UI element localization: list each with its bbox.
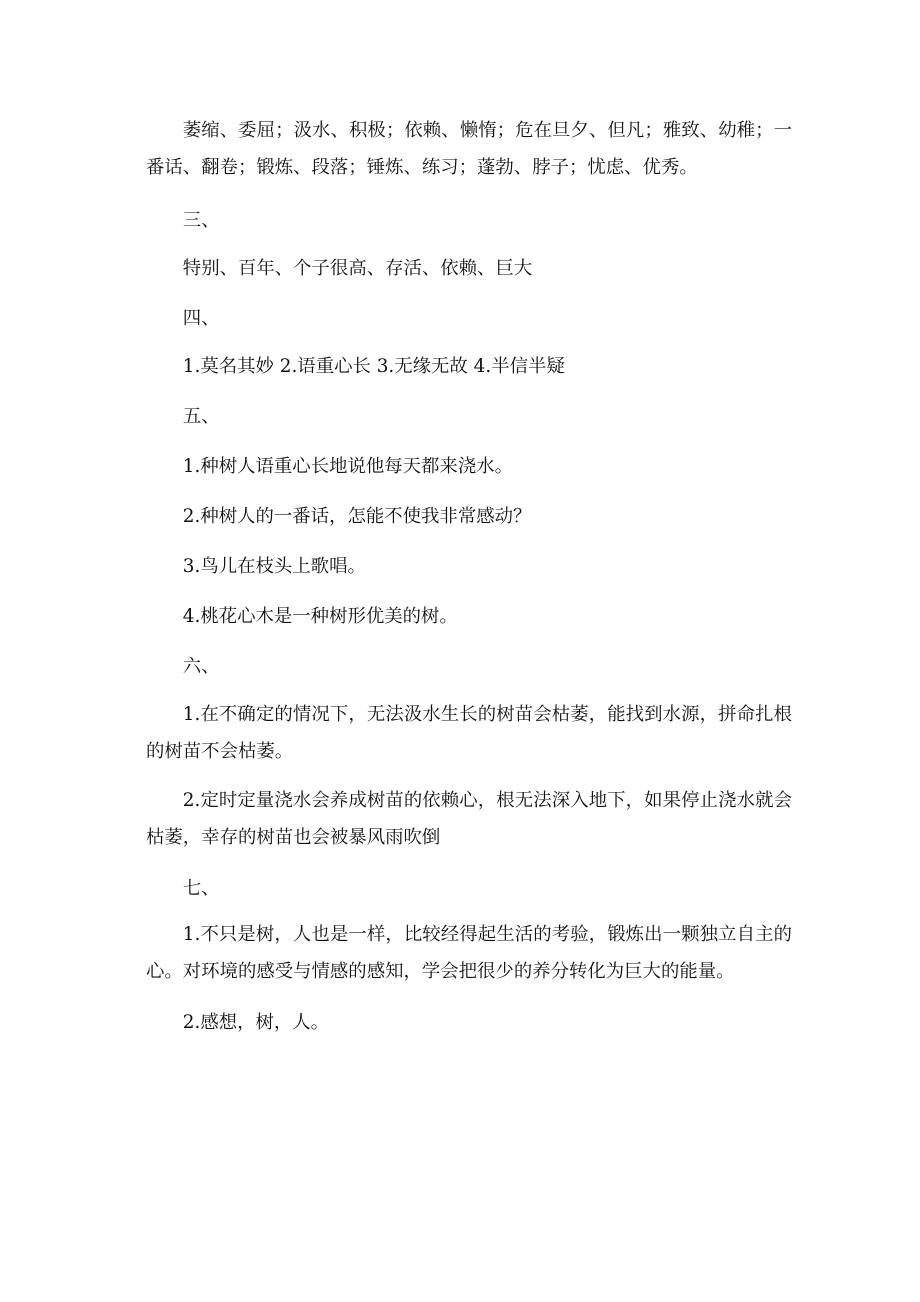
answer-item-5-1: 1.种树人语重心长地说他每天都来浇水。 xyxy=(182,456,513,477)
section-heading-6: 六、 xyxy=(182,656,220,677)
answer-item-5-3: 3.鸟儿在枝头上歌唱。 xyxy=(182,556,366,577)
answer-paragraph-3: 特别、百年、个子很高、存活、依赖、巨大 xyxy=(182,258,533,279)
section-heading-5: 五、 xyxy=(182,406,220,427)
answer-item-6-2: 2.定时定量浇水会养成树苗的依赖心，根无法深入地下，如果停止浇水就会枯萎，幸存的树苗也会被暴风雨吹倒 xyxy=(146,790,792,848)
answer-item-7-2: 2.感想，树，人。 xyxy=(182,1012,330,1033)
answer-item-5-2: 2.种树人的一番话，怎能不使我非常感动？ xyxy=(182,506,532,527)
section-heading-3: 三、 xyxy=(182,210,220,231)
answer-item-7-1: 1.不只是树，人也是一样，比较经得起生活的考验，锻炼出一颗独立自主的心。对环境的感受与情感的感知，学会把很少的养分转化为巨大的能量。 xyxy=(146,924,792,982)
section-heading-7: 七、 xyxy=(182,878,220,899)
answer-item-6-1: 1.在不确定的情况下，无法汲水生长的树苗会枯萎，能找到水源，拼命扎根的树苗不会枯萎。 xyxy=(146,704,792,762)
answer-paragraph-4: 1.莫名其妙 2.语重心长 3.无缘无故 4.半信半疑 xyxy=(182,356,565,377)
answer-paragraph-2: 萎缩、委屈；汲水、积极；依赖、懒惰；危在旦夕、但凡；雅致、幼稚；一番话、翻卷；锻炼、段落；锤炼、练习；蓬勃、脖子；忧虑、优秀。 xyxy=(146,120,792,178)
answer-item-5-4: 4.桃花心木是一种树形优美的树。 xyxy=(182,606,458,627)
section-heading-4: 四、 xyxy=(182,308,220,329)
